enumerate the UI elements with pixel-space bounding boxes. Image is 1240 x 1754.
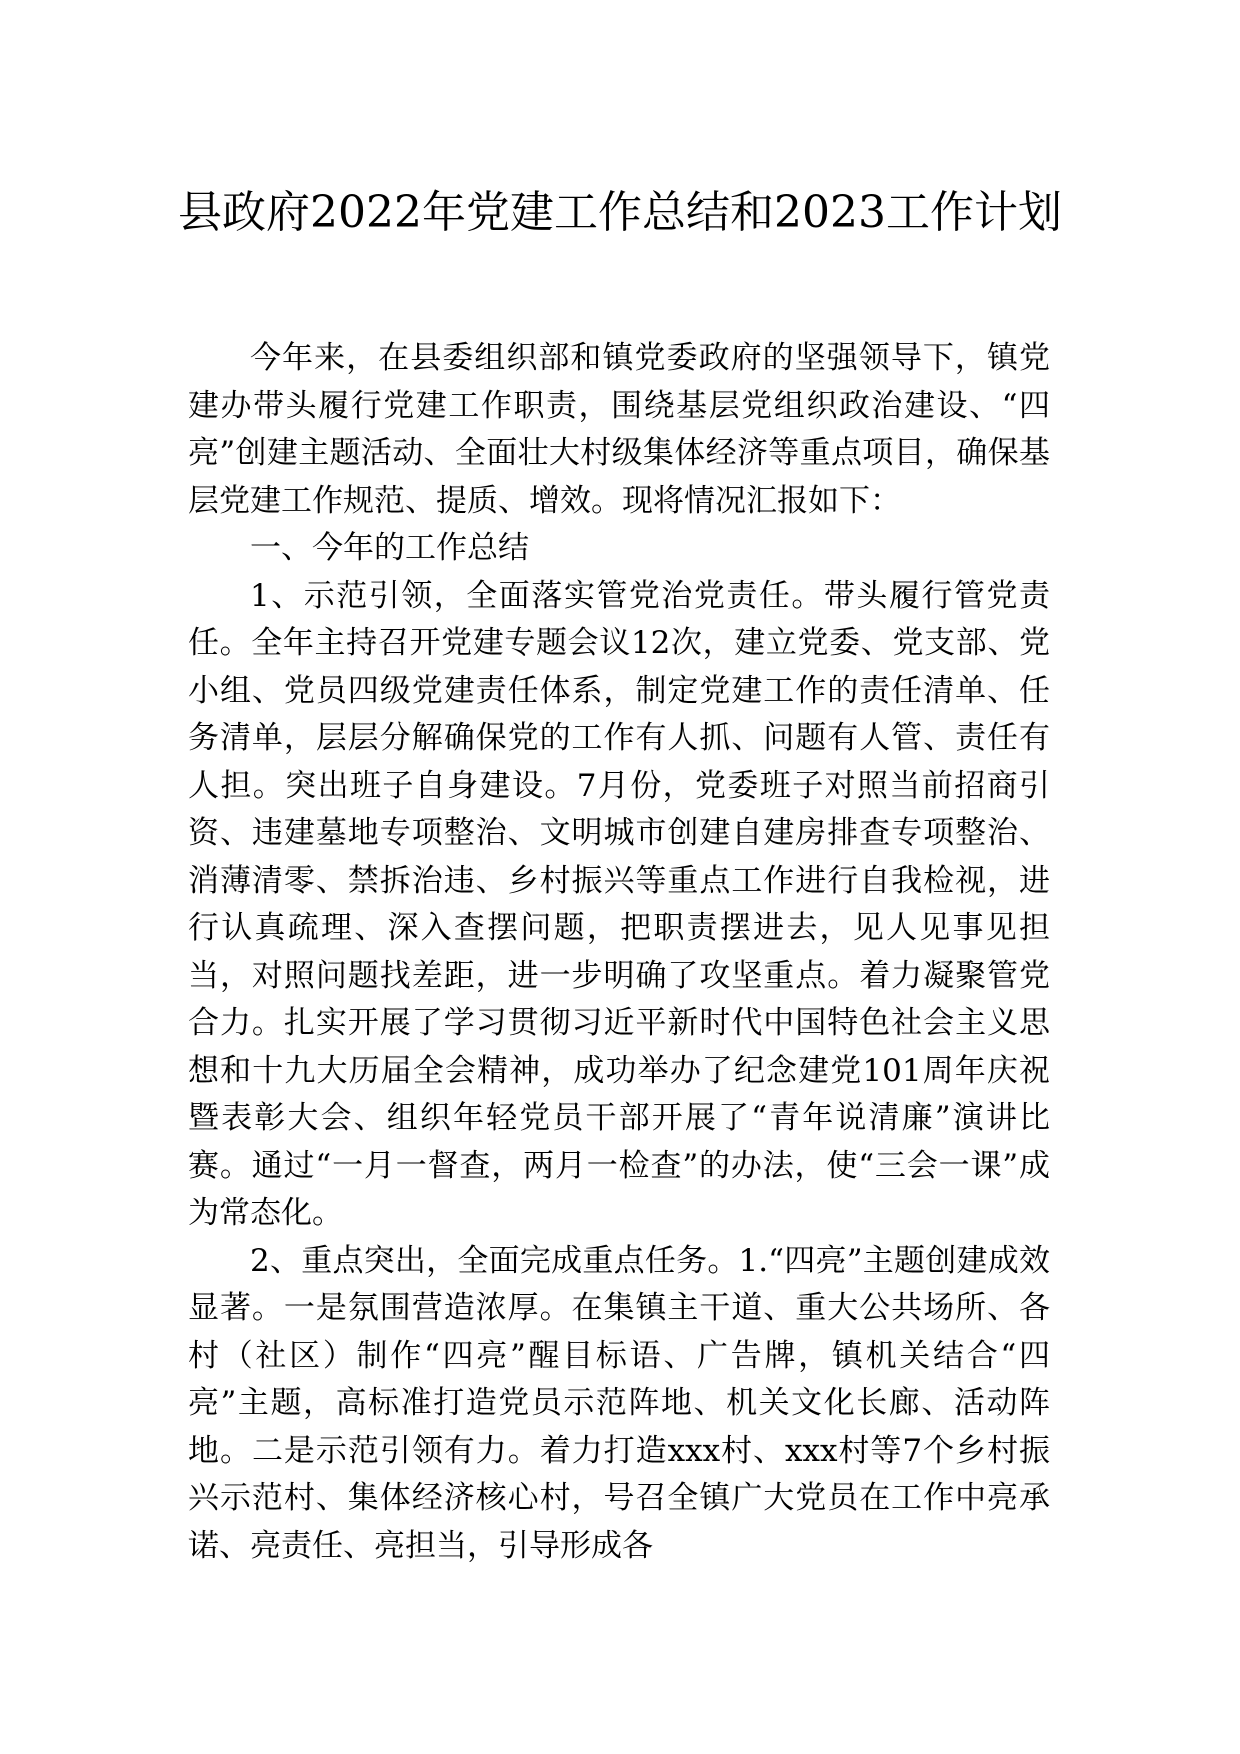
body-paragraph: 2、重点突出，全面完成重点任务。1.“四亮”主题创建成效显著。一是氛围营造浓厚。在集镇主干道、重大公共场所、各村（社区）制作“四亮”醒目标语、广告牌，镇机关结合“四亮”主题，高标准打造党员示范阵地、机关文化长廊、活动阵地。二是示范引领有力。着力打造xxx村、xxx村等7个乡村振兴示范村、集体经济核心村，号召全镇广大党员在工作中亮承诺、亮责任、亮担当，引导形成各 [188, 1242, 1050, 1564]
document-body [188, 335, 1050, 1570]
body-paragraph: 1、示范引领，全面落实管党治党责任。带头履行管党责任。全年主持召开党建专题会议12次，建立党委、党支部、党小组、党员四级党建责任体系，制定党建工作的责任清单、任务清单，层层分解确保党的工作有人抓、问题有人管、责任有人担。突出班子自身建设。7月份，党委班子对照当前招商引资、违建墓地专项整治、文明城市创建自建房排查专项整治、消薄清零、禁拆治违、乡村振兴等重点工作进行自我检视，进行认真疏理、深入查摆问题，把职责摆进去，见人见事见担当，对照问题找差距，进一步明确了攻坚重点。着力凝聚管党合力。扎实开展了学习贯彻习近平新时代中国特色社会主义思想和十九大历届全会精神，成功举办了纪念建党101周年庆祝暨表彰大会、组织年轻党员干部开展了“青年说清廉”演讲比赛。通过“一月一督查，两月一检查”的办法，使“三会一课”成为常态化。 [188, 577, 1050, 1231]
section-heading: 一、今年的工作总结 [250, 530, 529, 566]
document-title: 县政府2022年党建工作总结和2023工作计划 [178, 187, 1062, 238]
intro-paragraph: 今年来，在县委组织部和镇党委政府的坚强领导下，镇党建办带头履行党建工作职责，围绕基层党组织政治建设、“四亮”创建主题活动、全面壮大村级集体经济等重点项目，确保基层党建工作规范、提质、增效。现将情况汇报如下： [188, 340, 1050, 519]
